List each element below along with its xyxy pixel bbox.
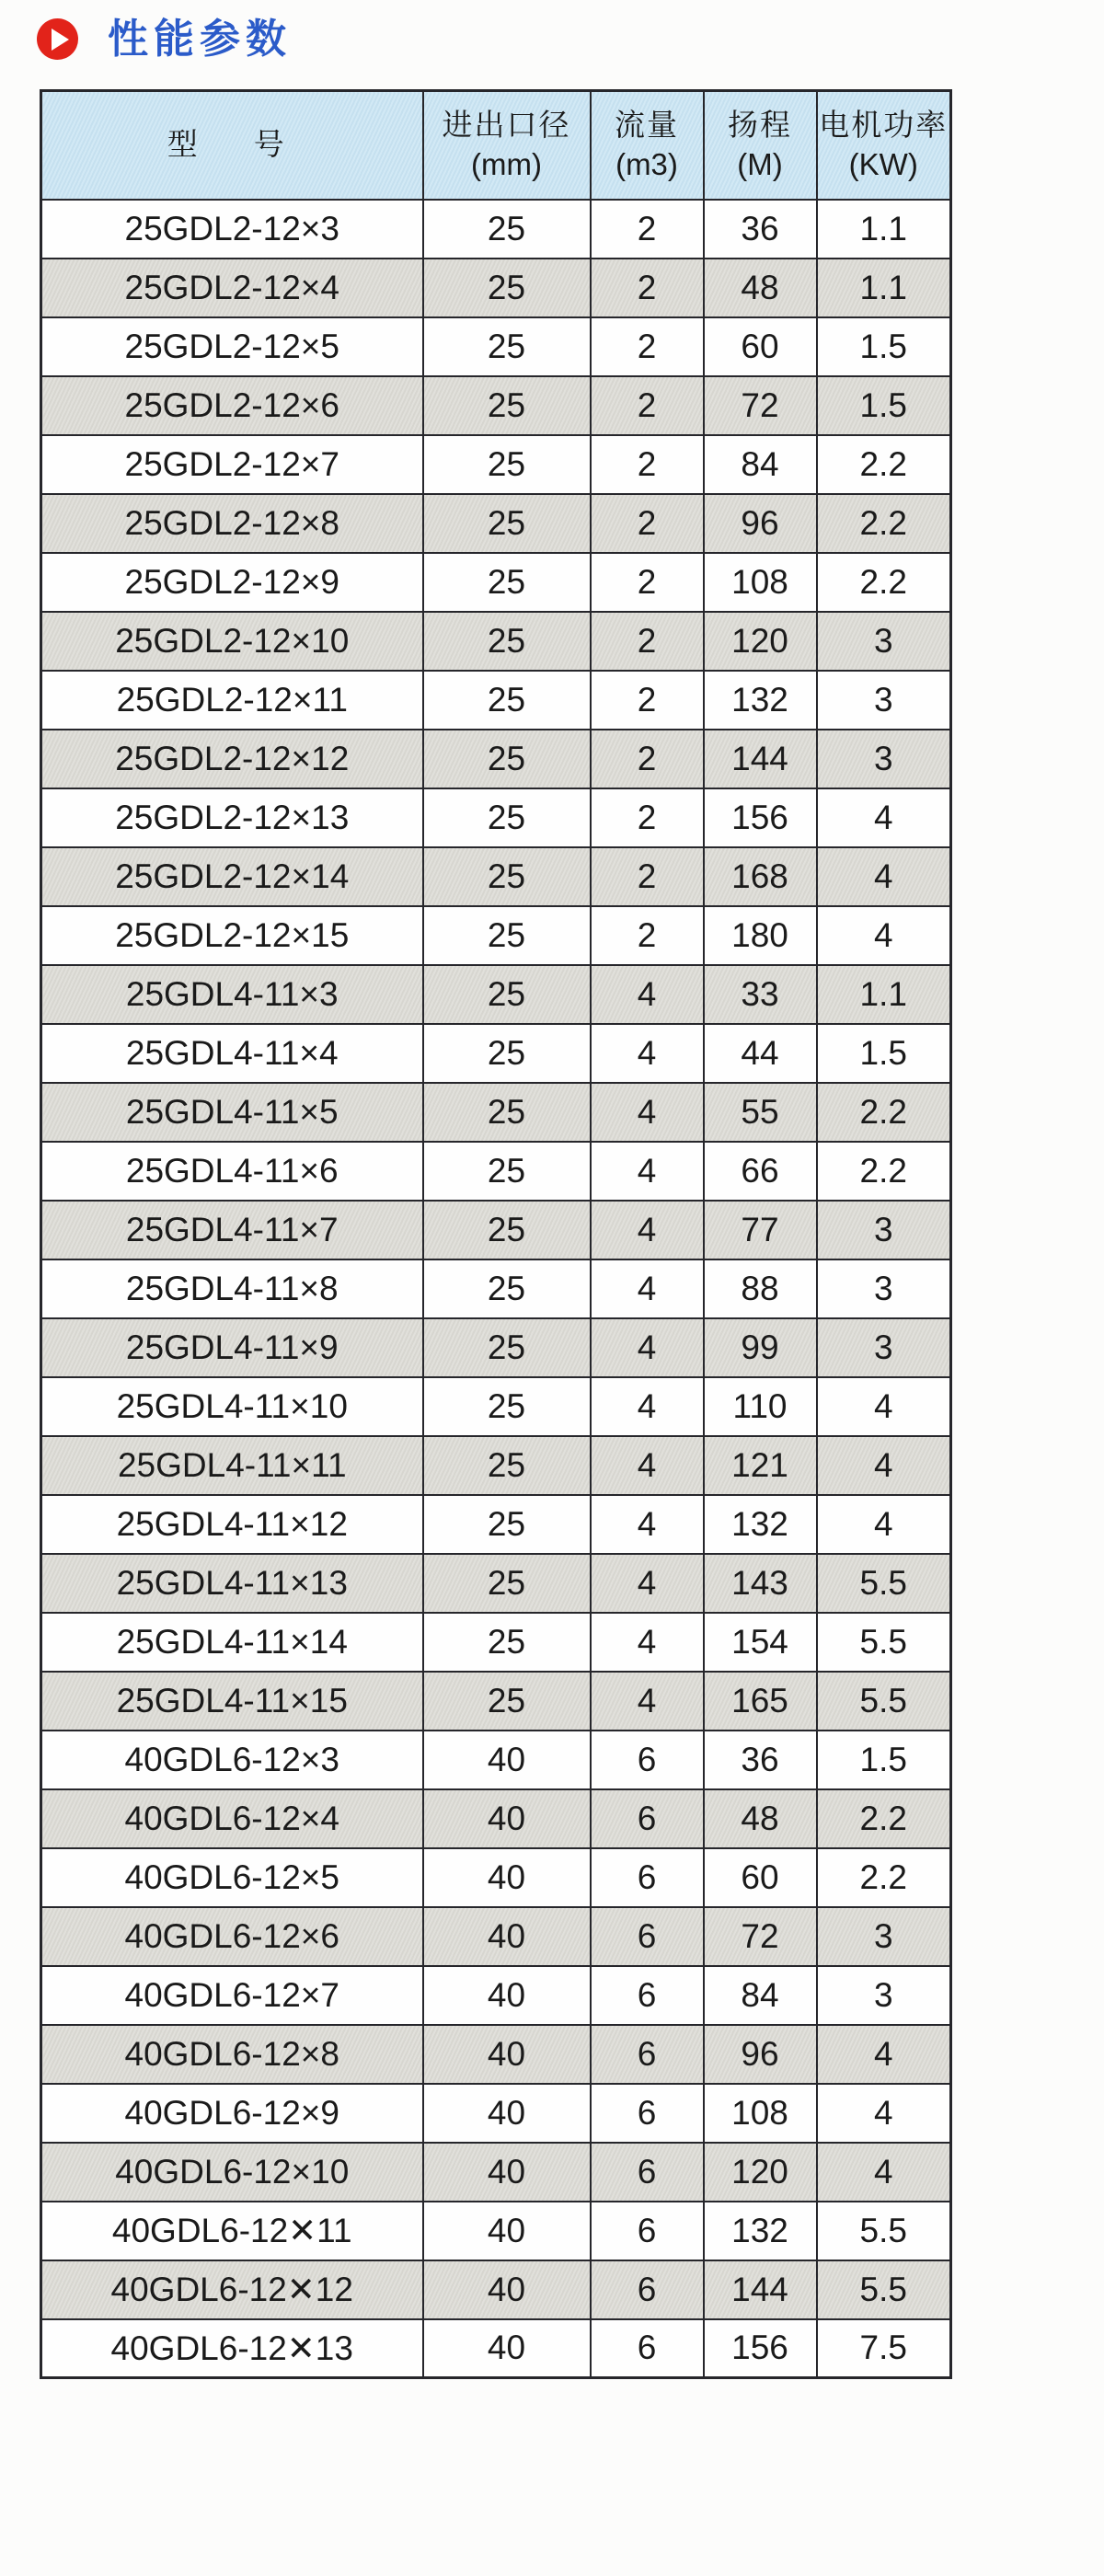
table-row: [41, 1201, 951, 1259]
cell-inlet-outlet: 25: [423, 906, 591, 965]
table-row: [41, 1789, 951, 1848]
cell-model: 25GDL4-11×11: [41, 1436, 423, 1495]
cell-head: 144: [704, 2260, 817, 2319]
cell-inlet-outlet: 25: [423, 317, 591, 376]
cell-motor-power: 5.5: [817, 1554, 951, 1613]
cell-inlet-outlet: 25: [423, 1495, 591, 1554]
cell-flow: 4: [591, 1083, 704, 1142]
cell-flow: 4: [591, 1554, 704, 1613]
cell-flow: 6: [591, 2084, 704, 2143]
cell-flow: 4: [591, 1495, 704, 1554]
cell-head: 144: [704, 730, 817, 788]
col-header-flow-unit: (m3): [615, 146, 678, 181]
cell-inlet-outlet: 25: [423, 1377, 591, 1436]
cell-flow: 6: [591, 1789, 704, 1848]
cell-inlet-outlet: 25: [423, 671, 591, 730]
cell-motor-power: 3: [817, 1318, 951, 1377]
cell-motor-power: 3: [817, 1907, 951, 1966]
cell-model: 25GDL2-12×12: [41, 730, 423, 788]
table-row: [41, 965, 951, 1024]
cell-inlet-outlet: 25: [423, 1259, 591, 1318]
cell-motor-power: 4: [817, 2084, 951, 2143]
cell-flow: 6: [591, 1907, 704, 1966]
cell-motor-power: 4: [817, 788, 951, 847]
cell-head: 156: [704, 788, 817, 847]
cell-model: 40GDL6-12✕11: [41, 2202, 423, 2260]
cell-flow: 6: [591, 2025, 704, 2084]
cell-flow: 2: [591, 553, 704, 612]
table-row: [41, 553, 951, 612]
cell-motor-power: 1.1: [817, 965, 951, 1024]
col-header-flow: [591, 91, 704, 200]
col-header-head-unit: (M): [737, 146, 783, 181]
table-row: [41, 1554, 951, 1613]
cell-model: 25GDL2-12×8: [41, 494, 423, 553]
cell-model: 25GDL4-11×3: [41, 965, 423, 1024]
cell-model: 25GDL2-12×7: [41, 435, 423, 494]
cell-head: 108: [704, 553, 817, 612]
cell-model: 25GDL4-11×7: [41, 1201, 423, 1259]
table-row: [41, 1083, 951, 1142]
cell-head: 84: [704, 1966, 817, 2025]
cell-motor-power: 1.1: [817, 259, 951, 317]
cell-head: 60: [704, 317, 817, 376]
table-row: [41, 788, 951, 847]
table-row: [41, 1024, 951, 1083]
cell-motor-power: 4: [817, 2143, 951, 2202]
cell-model: 25GDL2-12×10: [41, 612, 423, 671]
cell-flow: 2: [591, 788, 704, 847]
cell-motor-power: 4: [817, 1495, 951, 1554]
table-row: [41, 2319, 951, 2378]
cell-head: 48: [704, 259, 817, 317]
cell-flow: 6: [591, 1966, 704, 2025]
table-row: [41, 259, 951, 317]
cell-model: 40GDL6-12✕12: [41, 2260, 423, 2319]
cell-motor-power: 1.5: [817, 1731, 951, 1789]
cell-inlet-outlet: 25: [423, 1672, 591, 1731]
cell-inlet-outlet: 40: [423, 2143, 591, 2202]
cell-inlet-outlet: 25: [423, 259, 591, 317]
cell-inlet-outlet: 40: [423, 1731, 591, 1789]
cell-inlet-outlet: 25: [423, 435, 591, 494]
table-row: [41, 1731, 951, 1789]
cell-model: 40GDL6-12×7: [41, 1966, 423, 2025]
cell-motor-power: 2.2: [817, 1789, 951, 1848]
cell-flow: 4: [591, 965, 704, 1024]
cell-flow: 2: [591, 317, 704, 376]
cell-model: 40GDL6-12×8: [41, 2025, 423, 2084]
cell-flow: 2: [591, 906, 704, 965]
cell-flow: 2: [591, 730, 704, 788]
table-row: [41, 200, 951, 259]
col-header-model: [41, 91, 423, 200]
cell-inlet-outlet: 25: [423, 1201, 591, 1259]
cell-flow: 6: [591, 2143, 704, 2202]
cell-motor-power: 4: [817, 2025, 951, 2084]
cell-motor-power: 3: [817, 1201, 951, 1259]
cell-head: 132: [704, 1495, 817, 1554]
cell-motor-power: 3: [817, 730, 951, 788]
cell-model: 40GDL6-12×10: [41, 2143, 423, 2202]
table-header: [41, 91, 951, 200]
table-row: [41, 1848, 951, 1907]
table-row: [41, 494, 951, 553]
table-row: [41, 1318, 951, 1377]
cell-flow: 2: [591, 376, 704, 435]
cell-motor-power: 2.2: [817, 1142, 951, 1201]
cell-head: 60: [704, 1848, 817, 1907]
cell-inlet-outlet: 40: [423, 2025, 591, 2084]
cell-inlet-outlet: 40: [423, 2084, 591, 2143]
cell-head: 48: [704, 1789, 817, 1848]
cell-model: 25GDL4-11×5: [41, 1083, 423, 1142]
cell-model: 25GDL4-11×6: [41, 1142, 423, 1201]
cell-motor-power: 2.2: [817, 435, 951, 494]
col-header-motor-power-unit: (KW): [848, 146, 918, 181]
cell-motor-power: 2.2: [817, 1848, 951, 1907]
cell-motor-power: 5.5: [817, 1613, 951, 1672]
cell-model: 25GDL4-11×15: [41, 1672, 423, 1731]
table-row: [41, 2084, 951, 2143]
cell-flow: 4: [591, 1318, 704, 1377]
cell-head: 72: [704, 1907, 817, 1966]
cell-motor-power: 2.2: [817, 494, 951, 553]
play-icon: [37, 18, 78, 60]
cell-flow: 6: [591, 2260, 704, 2319]
header-row: [41, 91, 951, 200]
cell-motor-power: 3: [817, 612, 951, 671]
table-row: [41, 612, 951, 671]
cell-head: 120: [704, 612, 817, 671]
table-row: [41, 1907, 951, 1966]
cell-inlet-outlet: 25: [423, 1083, 591, 1142]
cell-inlet-outlet: 25: [423, 1436, 591, 1495]
cell-inlet-outlet: 25: [423, 1318, 591, 1377]
table-row: [41, 2260, 951, 2319]
col-header-inlet-outlet-unit: (mm): [471, 146, 542, 181]
cell-model: 40GDL6-12✕13: [41, 2319, 423, 2378]
table-row: [41, 671, 951, 730]
cell-head: 55: [704, 1083, 817, 1142]
cell-head: 165: [704, 1672, 817, 1731]
cell-head: 168: [704, 847, 817, 906]
cell-head: 143: [704, 1554, 817, 1613]
cell-head: 110: [704, 1377, 817, 1436]
cell-flow: 4: [591, 1613, 704, 1672]
table-row: [41, 1672, 951, 1731]
col-header-head: [704, 91, 817, 200]
cell-flow: 4: [591, 1377, 704, 1436]
cell-inlet-outlet: 40: [423, 1789, 591, 1848]
cell-head: 36: [704, 1731, 817, 1789]
cell-flow: 4: [591, 1024, 704, 1083]
cell-head: 156: [704, 2319, 817, 2378]
cell-inlet-outlet: 25: [423, 553, 591, 612]
section-title: 性能参数: [108, 16, 292, 62]
col-header-motor-power: [817, 91, 951, 200]
cell-flow: 4: [591, 1672, 704, 1731]
cell-model: 25GDL2-12×5: [41, 317, 423, 376]
cell-head: 33: [704, 965, 817, 1024]
cell-model: 25GDL4-11×8: [41, 1259, 423, 1318]
table-row: [41, 730, 951, 788]
cell-model: 25GDL2-12×6: [41, 376, 423, 435]
cell-model: 25GDL4-11×10: [41, 1377, 423, 1436]
cell-inlet-outlet: 25: [423, 612, 591, 671]
cell-inlet-outlet: 25: [423, 965, 591, 1024]
cell-head: 132: [704, 2202, 817, 2260]
cell-flow: 2: [591, 671, 704, 730]
cell-model: 40GDL6-12×6: [41, 1907, 423, 1966]
cell-inlet-outlet: 25: [423, 1142, 591, 1201]
cell-inlet-outlet: 40: [423, 1966, 591, 2025]
cell-motor-power: 4: [817, 1377, 951, 1436]
cell-head: 88: [704, 1259, 817, 1318]
cell-inlet-outlet: 25: [423, 730, 591, 788]
performance-parameters-table: [40, 89, 952, 2379]
cell-motor-power: 7.5: [817, 2319, 951, 2378]
cell-head: 96: [704, 494, 817, 553]
cell-flow: 2: [591, 435, 704, 494]
cell-head: 96: [704, 2025, 817, 2084]
table-row: [41, 1966, 951, 2025]
table-body: [41, 200, 951, 2378]
cell-flow: 2: [591, 612, 704, 671]
cell-head: 44: [704, 1024, 817, 1083]
table-row: [41, 435, 951, 494]
cell-inlet-outlet: 40: [423, 2202, 591, 2260]
cell-inlet-outlet: 25: [423, 788, 591, 847]
play-triangle-icon: [52, 29, 69, 51]
cell-flow: 6: [591, 1848, 704, 1907]
col-header-motor-power-label: 电机功率: [819, 107, 949, 142]
cell-flow: 4: [591, 1436, 704, 1495]
cell-model: 25GDL4-11×9: [41, 1318, 423, 1377]
table-row: [41, 1495, 951, 1554]
table-row: [41, 847, 951, 906]
cell-inlet-outlet: 25: [423, 200, 591, 259]
cell-head: 108: [704, 2084, 817, 2143]
cell-head: 99: [704, 1318, 817, 1377]
table-row: [41, 1259, 951, 1318]
cell-model: 25GDL4-11×4: [41, 1024, 423, 1083]
cell-motor-power: 5.5: [817, 1672, 951, 1731]
cell-inlet-outlet: 25: [423, 376, 591, 435]
cell-motor-power: 3: [817, 671, 951, 730]
cell-motor-power: 2.2: [817, 1083, 951, 1142]
table-row: [41, 317, 951, 376]
cell-flow: 6: [591, 2319, 704, 2378]
cell-inlet-outlet: 25: [423, 1024, 591, 1083]
cell-inlet-outlet: 25: [423, 1554, 591, 1613]
cell-motor-power: 4: [817, 906, 951, 965]
cell-motor-power: 1.5: [817, 317, 951, 376]
cell-flow: 2: [591, 847, 704, 906]
cell-motor-power: 1.5: [817, 1024, 951, 1083]
cell-head: 120: [704, 2143, 817, 2202]
cell-motor-power: 2.2: [817, 553, 951, 612]
section-header: [37, 18, 292, 60]
cell-head: 66: [704, 1142, 817, 1201]
cell-motor-power: 4: [817, 1436, 951, 1495]
cell-head: 132: [704, 671, 817, 730]
cell-head: 84: [704, 435, 817, 494]
cell-inlet-outlet: 40: [423, 2319, 591, 2378]
cell-model: 25GDL4-11×12: [41, 1495, 423, 1554]
cell-motor-power: 1.5: [817, 376, 951, 435]
table-row: [41, 906, 951, 965]
col-header-model-label: 型 号: [167, 127, 297, 162]
cell-model: 25GDL2-12×11: [41, 671, 423, 730]
table-row: [41, 2143, 951, 2202]
cell-motor-power: 3: [817, 1966, 951, 2025]
cell-motor-power: 3: [817, 1259, 951, 1318]
cell-head: 180: [704, 906, 817, 965]
cell-flow: 4: [591, 1201, 704, 1259]
table-row: [41, 1377, 951, 1436]
cell-model: 40GDL6-12×5: [41, 1848, 423, 1907]
table-row: [41, 1613, 951, 1672]
cell-model: 25GDL4-11×13: [41, 1554, 423, 1613]
cell-model: 40GDL6-12×4: [41, 1789, 423, 1848]
cell-flow: 2: [591, 200, 704, 259]
cell-model: 25GDL2-12×4: [41, 259, 423, 317]
cell-inlet-outlet: 25: [423, 847, 591, 906]
cell-inlet-outlet: 25: [423, 494, 591, 553]
cell-motor-power: 1.1: [817, 200, 951, 259]
cell-flow: 2: [591, 259, 704, 317]
table-row: [41, 1436, 951, 1495]
cell-model: 25GDL2-12×9: [41, 553, 423, 612]
cell-flow: 6: [591, 1731, 704, 1789]
table-row: [41, 376, 951, 435]
cell-motor-power: 4: [817, 847, 951, 906]
cell-flow: 6: [591, 2202, 704, 2260]
table-row: [41, 1142, 951, 1201]
cell-model: 25GDL2-12×13: [41, 788, 423, 847]
cell-model: 25GDL2-12×3: [41, 200, 423, 259]
cell-model: 25GDL2-12×14: [41, 847, 423, 906]
cell-head: 77: [704, 1201, 817, 1259]
cell-inlet-outlet: 40: [423, 2260, 591, 2319]
cell-motor-power: 5.5: [817, 2260, 951, 2319]
cell-inlet-outlet: 40: [423, 1907, 591, 1966]
col-header-inlet-outlet-label: 进出口径: [442, 107, 571, 142]
cell-motor-power: 5.5: [817, 2202, 951, 2260]
table-row: [41, 2202, 951, 2260]
cell-model: 25GDL4-11×14: [41, 1613, 423, 1672]
cell-flow: 4: [591, 1259, 704, 1318]
cell-head: 36: [704, 200, 817, 259]
cell-flow: 2: [591, 494, 704, 553]
cell-head: 154: [704, 1613, 817, 1672]
col-header-flow-label: 流量: [615, 107, 679, 142]
cell-inlet-outlet: 25: [423, 1613, 591, 1672]
table-row: [41, 2025, 951, 2084]
cell-model: 25GDL2-12×15: [41, 906, 423, 965]
cell-model: 40GDL6-12×3: [41, 1731, 423, 1789]
cell-inlet-outlet: 40: [423, 1848, 591, 1907]
cell-head: 121: [704, 1436, 817, 1495]
cell-head: 72: [704, 376, 817, 435]
cell-model: 40GDL6-12×9: [41, 2084, 423, 2143]
col-header-head-label: 扬程: [728, 107, 792, 142]
col-header-inlet-outlet: [423, 91, 591, 200]
cell-flow: 4: [591, 1142, 704, 1201]
